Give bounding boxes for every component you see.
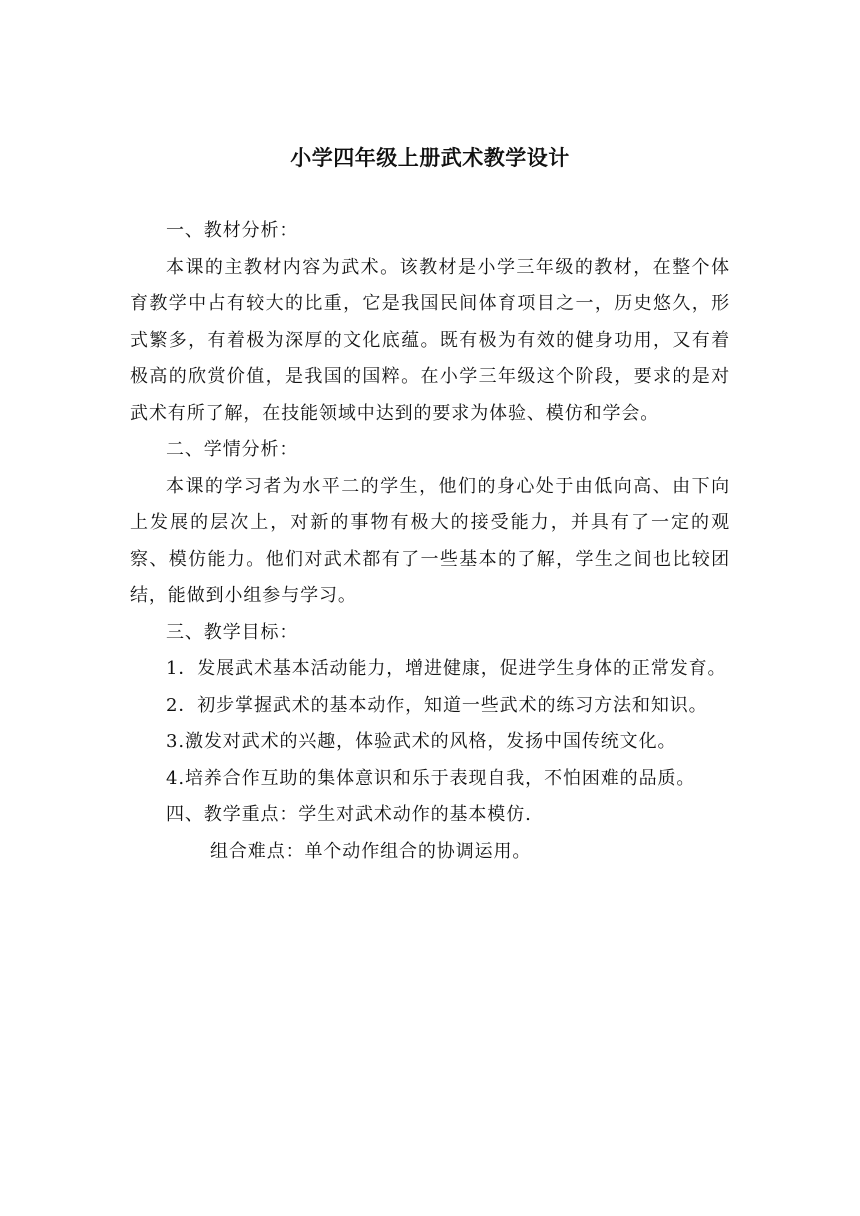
document-body (130, 213, 730, 870)
document-title: 小学四年级上册武术教学设计 (290, 145, 570, 170)
goal-item-4: 4.培养合作互助的集体意识和乐于表现自我，不怕困难的品质。 (166, 767, 696, 789)
section-heading-teaching-goals: 三、教学目标： (166, 621, 299, 643)
goal-item-3: 3.激发对武术的兴趣，体验武术的风格，发扬中国传统文化。 (166, 731, 677, 752)
section-heading-textbook-analysis: 一、教材分析： (166, 220, 299, 241)
section-heading-student-analysis: 二、学情分析： (166, 439, 299, 460)
goal-item-2: 2．初步掌握武术的基本动作，知道一些武术的练习方法和知识。 (166, 694, 708, 716)
section-combination-difficulty: 组合难点：单个动作组合的协调运用。 (210, 840, 532, 862)
paragraph-student-analysis: 本课的学习者为水平二的学生，他们的身心处于由低向高、由下向上发展的层次上，对新的事物有极大的接受能力，并具有了一定的观察、模仿能力。他们对武术都有了一些基本的了解，学生之间也比较团结，能做到小组参与学习。 (130, 475, 730, 606)
paragraph-textbook-analysis: 本课的主教材内容为武术。该教材是小学三年级的教材，在整个体育教学中占有较大的比重，它是我国民间体育项目之一，历史悠久，形式繁多，有着极为深厚的文化底蕴。既有极为有效的健身功用，又有着极高的欣赏价值，是我国的国粹。在小学三年级这个阶段，要求的是对武术有所了解，在技能领域中达到的要求为体验、模仿和学会。 (130, 256, 730, 424)
goal-item-1: 1．发展武术基本活动能力，增进健康，促进学生身体的正常发育。 (166, 658, 727, 679)
section-teaching-key-points: 四、教学重点：学生对武术动作的基本模仿. (166, 804, 532, 825)
